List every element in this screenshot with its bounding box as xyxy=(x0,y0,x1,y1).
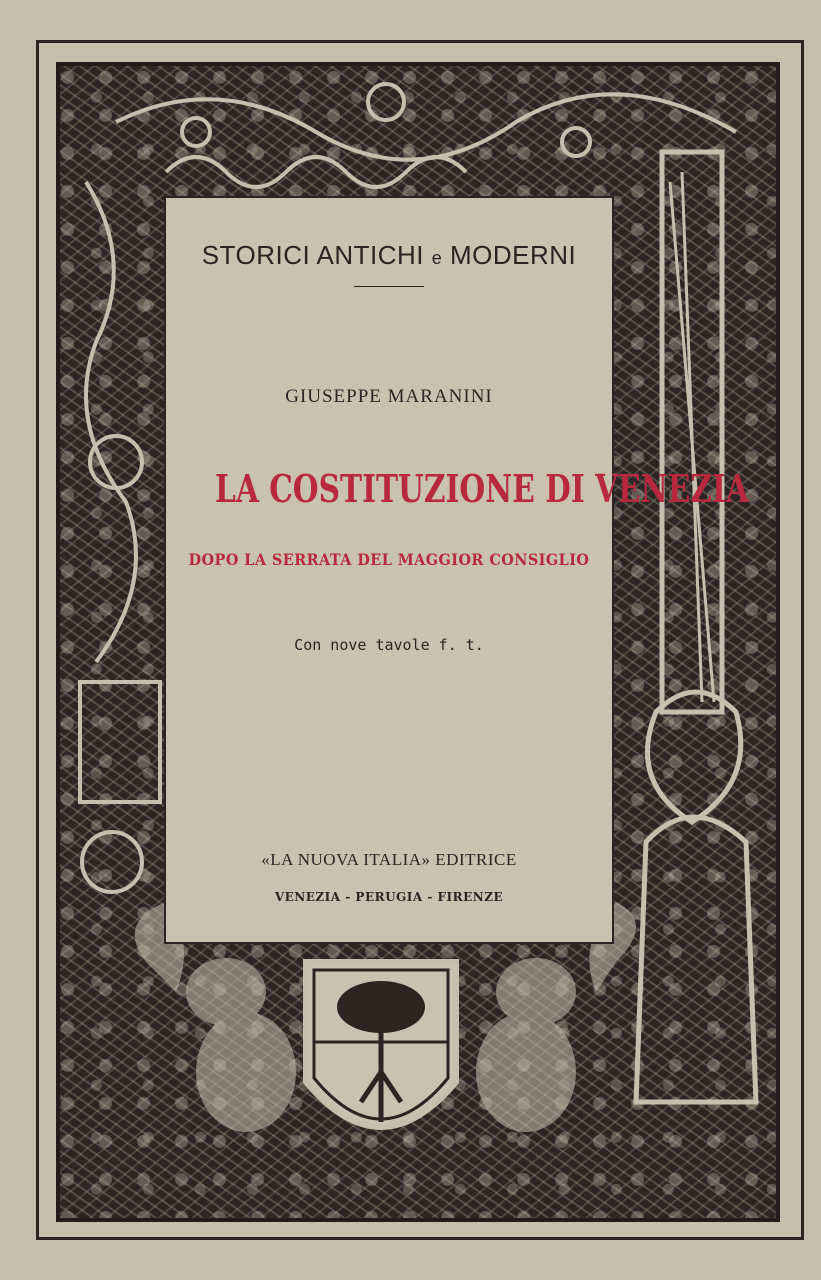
left-ornament xyxy=(80,182,160,892)
title-panel xyxy=(166,198,749,942)
coat-of-arms-shield xyxy=(306,962,456,1127)
book-title: LA COSTITUZIONE DI VENEZIA xyxy=(215,466,749,511)
series-title: STORICI ANTICHI e MODERNI xyxy=(201,240,577,270)
top-garland xyxy=(116,84,736,187)
book-subtitle: DOPO LA SERRATA DEL MAGGIOR CONSIGLIO xyxy=(188,550,590,569)
series-connector: e xyxy=(431,248,443,268)
publisher-name: «LA NUOVA ITALIA» EDITRICE xyxy=(261,850,517,869)
series-end: MODERNI xyxy=(449,240,577,270)
publisher-cities: VENEZIA - PERUGIA - FIRENZE xyxy=(274,890,504,904)
plates-note: Con nove tavole f. t. xyxy=(294,636,484,654)
column-ornament xyxy=(636,152,756,1102)
author-name: GIUSEPPE MARANINI xyxy=(285,386,493,407)
divider-rule xyxy=(354,286,424,287)
